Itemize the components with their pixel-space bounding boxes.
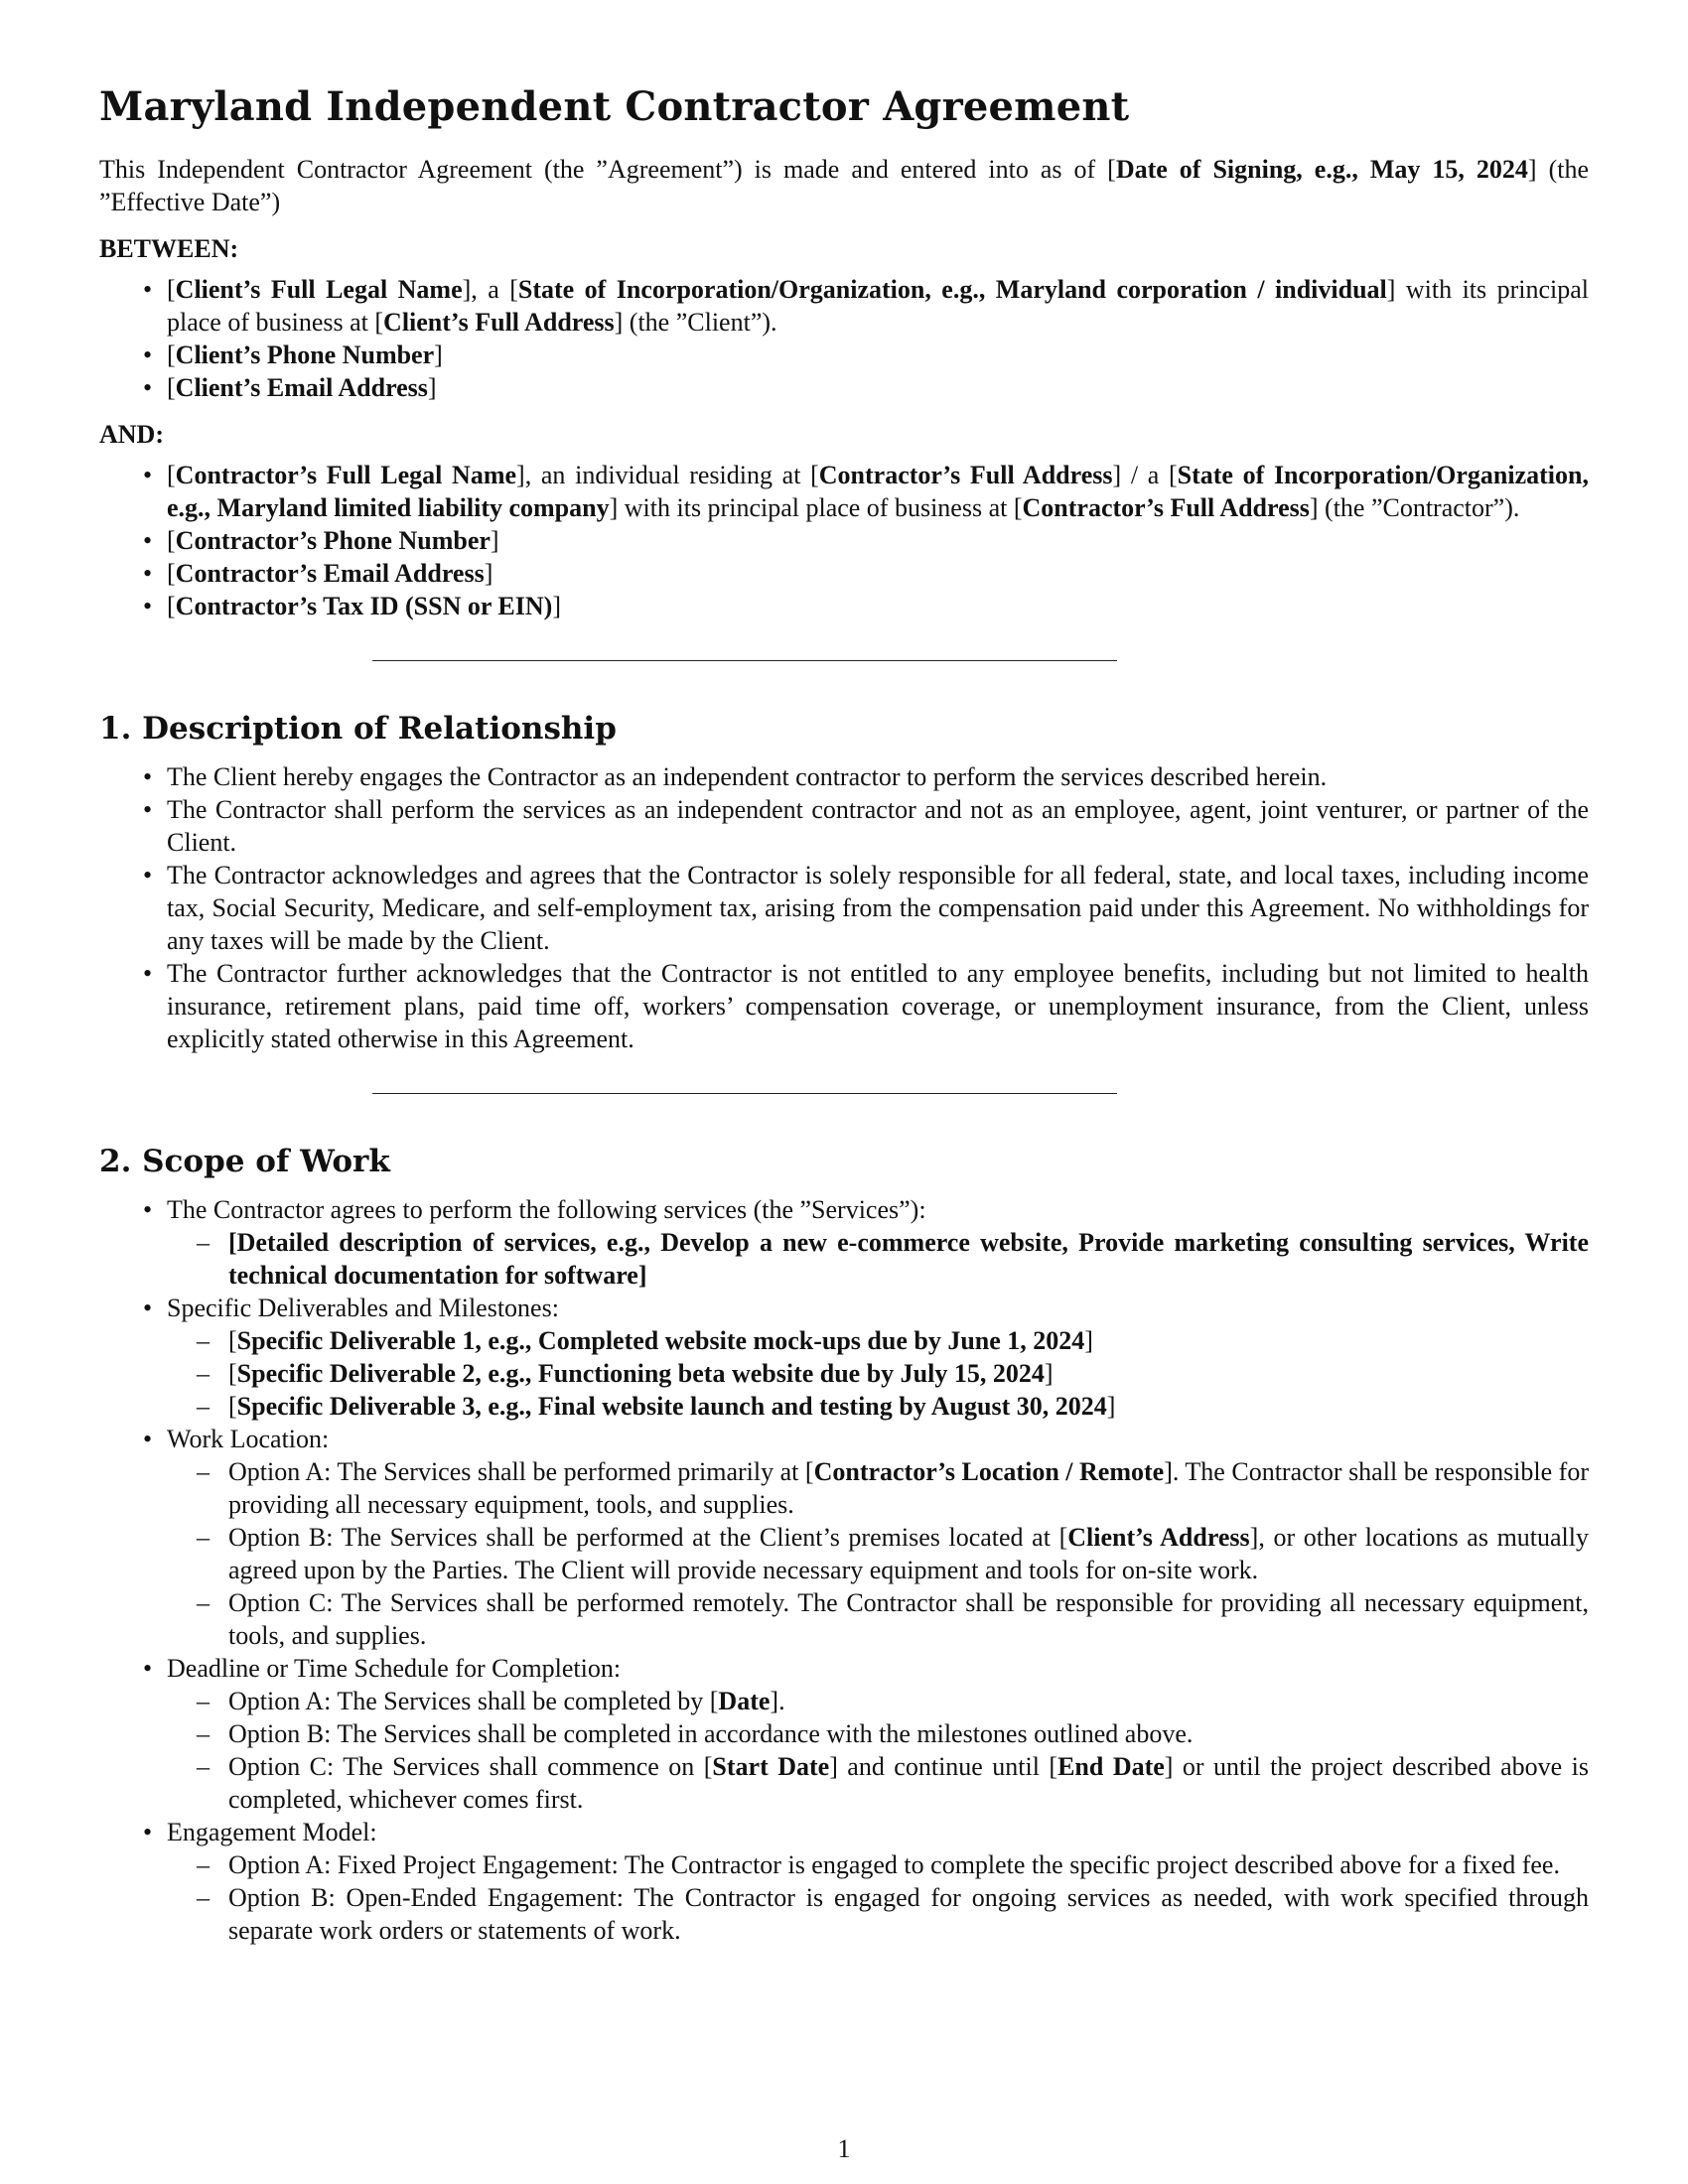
intro-paragraph — [99, 153, 1589, 218]
bracket: [ — [167, 461, 176, 489]
deadline-sublist — [167, 1685, 1589, 1816]
services-sublist — [167, 1226, 1589, 1292]
deliverable-text: Specific Deliverable 3, e.g., Final website launch and testing by August 30, 2024 — [236, 1392, 1107, 1421]
intro-text: This Independent Contractor Agreement (the ”Agreement”) is made and entered into as of [ — [99, 155, 1116, 184]
section-2-heading: 2. Scope of Work — [99, 1144, 390, 1179]
client-name-placeholder: Client’s Full Legal Name — [175, 275, 463, 304]
list-item: • The Client hereby engages the Contractor as an independent contractor to perform the services described herein. — [99, 760, 1589, 793]
services-description: [Detailed description of services, e.g., Develop a new e-commerce website, Provide marketing consulting services, Write technical documentation for software] — [228, 1228, 1589, 1290]
contractor-text: ], an individual residing at [ — [516, 461, 819, 489]
option-text: Option B: The Services shall be performed at the Client’s premises located at [ — [228, 1523, 1068, 1552]
engagement-sublist — [167, 1848, 1589, 1947]
client-text: ], a [ — [462, 275, 518, 304]
between-label: BETWEEN: — [99, 234, 239, 263]
bracket: [ — [167, 275, 176, 304]
deadline-label: Deadline or Time Schedule for Completion: — [167, 1654, 622, 1683]
client-address-placeholder: Client’s Full Address — [383, 308, 615, 337]
services-placeholder — [167, 1226, 1589, 1292]
end-date-placeholder: End Date — [1057, 1752, 1165, 1781]
section-2-list — [99, 1193, 1589, 1947]
engagement-option-b: – Option B: Open-Ended Engagement: The Contractor is engaged for ongoing services as needed, with work specified through separate work orders or statements of work. — [167, 1881, 1589, 1947]
deliverable: – [Specific Deliverable 2, e.g., Functioning beta website due by July 15, 2024] — [167, 1357, 1589, 1390]
option-text: ] and continue until [ — [829, 1752, 1058, 1781]
deliverable: – [Specific Deliverable 3, e.g., Final website launch and testing by August 30, 2024] — [167, 1390, 1589, 1423]
option-text: Option A: The Services shall be performed primarily at [ — [228, 1457, 814, 1486]
deliverable-text: Specific Deliverable 2, e.g., Functioning beta website due by July 15, 2024 — [236, 1359, 1045, 1388]
contractor-address-placeholder: Contractor’s Full Address — [818, 461, 1113, 489]
list-item: • The Contractor further acknowledges that the Contractor is not entitled to any employee benefits, including but not limited to health insurance, retirement plans, paid time off, workers’ compensation coverage, or unemployment insurance, from the Client, unless explicitly stated otherwise in this Agreement. — [99, 957, 1589, 1055]
client-text: ] with its principal place of business at [ — [167, 275, 1590, 337]
section-1-list — [99, 760, 1589, 1055]
document-title: Maryland Independent Contractor Agreement — [99, 83, 1130, 130]
location-option-c: – Option C: The Services shall be performed remotely. The Contractor shall be responsible for providing all necessary equipment, tools, and supplies. — [167, 1586, 1589, 1652]
client-list — [99, 273, 1589, 404]
deadline-option-a — [167, 1685, 1589, 1717]
services-intro: The Contractor agrees to perform the following services (the ”Services”): — [167, 1195, 926, 1224]
option-placeholder: Contractor’s Location / Remote — [813, 1457, 1165, 1486]
and-label: AND: — [99, 420, 164, 449]
list-item: • The Contractor shall perform the services as an independent contractor and not as an employee, agent, joint venturer, or partner of the Client. — [99, 793, 1589, 859]
contractor-text: ] with its principal place of business at [ — [609, 493, 1023, 522]
option-text: ] or until the project described above is completed, whichever comes first. — [228, 1752, 1589, 1814]
contractor-phone-placeholder: Contractor’s Phone Number — [175, 526, 491, 555]
client-text: ] (the ”Client”). — [614, 308, 777, 337]
contractor-name-placeholder: Contractor’s Full Legal Name — [175, 461, 517, 489]
horizontal-rule — [372, 660, 1117, 661]
contractor-address2-placeholder: Contractor’s Full Address — [1022, 493, 1310, 522]
document-page — [99, 83, 1589, 1947]
engagement-item — [99, 1816, 1589, 1947]
section-1-heading: 1. Description of Relationship — [99, 711, 617, 747]
location-sublist — [167, 1455, 1589, 1652]
deadline-option-c — [167, 1750, 1589, 1816]
contractor-list — [99, 459, 1589, 622]
contractor-email: • [Contractor’s Email Address] — [99, 557, 1589, 590]
contractor-tax-id: • [Contractor’s Tax ID (SSN or EIN)] — [99, 590, 1589, 622]
deliverables-sublist — [167, 1324, 1589, 1423]
client-email: • [Client’s Email Address] — [99, 371, 1589, 404]
contractor-identity — [99, 459, 1589, 524]
option-text: ]. The Contractor shall be responsible for providing all necessary equipment, tools, and supplies. — [228, 1457, 1590, 1519]
deliverable: – [Specific Deliverable 1, e.g., Completed website mock-ups due by June 1, 2024] — [167, 1324, 1589, 1357]
start-date-placeholder: Start Date — [712, 1752, 830, 1781]
deliverables-item — [99, 1292, 1589, 1423]
contractor-text: ] / a [ — [1112, 461, 1178, 489]
deliverable-text: Specific Deliverable 1, e.g., Completed website mock-ups due by June 1, 2024 — [236, 1326, 1085, 1355]
date-placeholder: Date of Signing, e.g., May 15, 2024 — [1115, 155, 1528, 184]
services-item — [99, 1193, 1589, 1292]
client-phone-placeholder: Client’s Phone Number — [175, 341, 435, 369]
contractor-state-placeholder: State of Incorporation/Organization, e.g., Maryland limited liability company — [167, 461, 1589, 522]
engagement-label: Engagement Model: — [167, 1818, 377, 1846]
option-placeholder: Date — [718, 1687, 771, 1715]
client-identity — [99, 273, 1589, 339]
intro-text-end: ] (the ”Effective Date”) — [99, 155, 1589, 216]
engagement-option-a: – Option A: Fixed Project Engagement: The Contractor is engaged to complete the specific project described above for a fixed fee. — [167, 1848, 1589, 1881]
client-state-placeholder: State of Incorporation/Organization, e.g., Maryland corporation / individual — [517, 275, 1387, 304]
location-option-a — [167, 1455, 1589, 1521]
horizontal-rule — [372, 1093, 1117, 1094]
location-label: Work Location: — [167, 1425, 330, 1453]
list-item: • The Contractor acknowledges and agrees that the Contractor is solely responsible for all federal, state, and local taxes, including income tax, Social Security, Medicare, and self-employment tax, arising from the compensation paid under this Agreement. No withholdings for any taxes will be made by the Client. — [99, 859, 1589, 957]
contractor-email-placeholder: Contractor’s Email Address — [175, 559, 485, 588]
location-option-b — [167, 1521, 1589, 1586]
contractor-phone: • [Contractor’s Phone Number] — [99, 524, 1589, 557]
client-email-placeholder: Client’s Email Address — [175, 373, 428, 402]
contractor-tax-id-placeholder: Contractor’s Tax ID (SSN or EIN) — [175, 592, 553, 620]
page-number: 1 — [837, 2134, 851, 2163]
location-item — [99, 1423, 1589, 1652]
deadline-item — [99, 1652, 1589, 1816]
option-text: ]. — [770, 1687, 785, 1715]
client-phone: • [Client’s Phone Number] — [99, 339, 1589, 371]
option-placeholder: Client’s Address — [1067, 1523, 1250, 1552]
contractor-text: ] (the ”Contractor”). — [1309, 493, 1520, 522]
deliverables-label: Specific Deliverables and Milestones: — [167, 1294, 559, 1322]
option-text: Option C: The Services shall commence on [ — [228, 1752, 713, 1781]
deadline-option-b: – Option B: The Services shall be completed in accordance with the milestones outlined above. — [167, 1717, 1589, 1750]
option-text: ], or other locations as mutually agreed upon by the Parties. The Client will provide necessary equipment and tools for on-site work. — [228, 1523, 1590, 1584]
option-text: Option A: The Services shall be completed by [ — [228, 1687, 719, 1715]
